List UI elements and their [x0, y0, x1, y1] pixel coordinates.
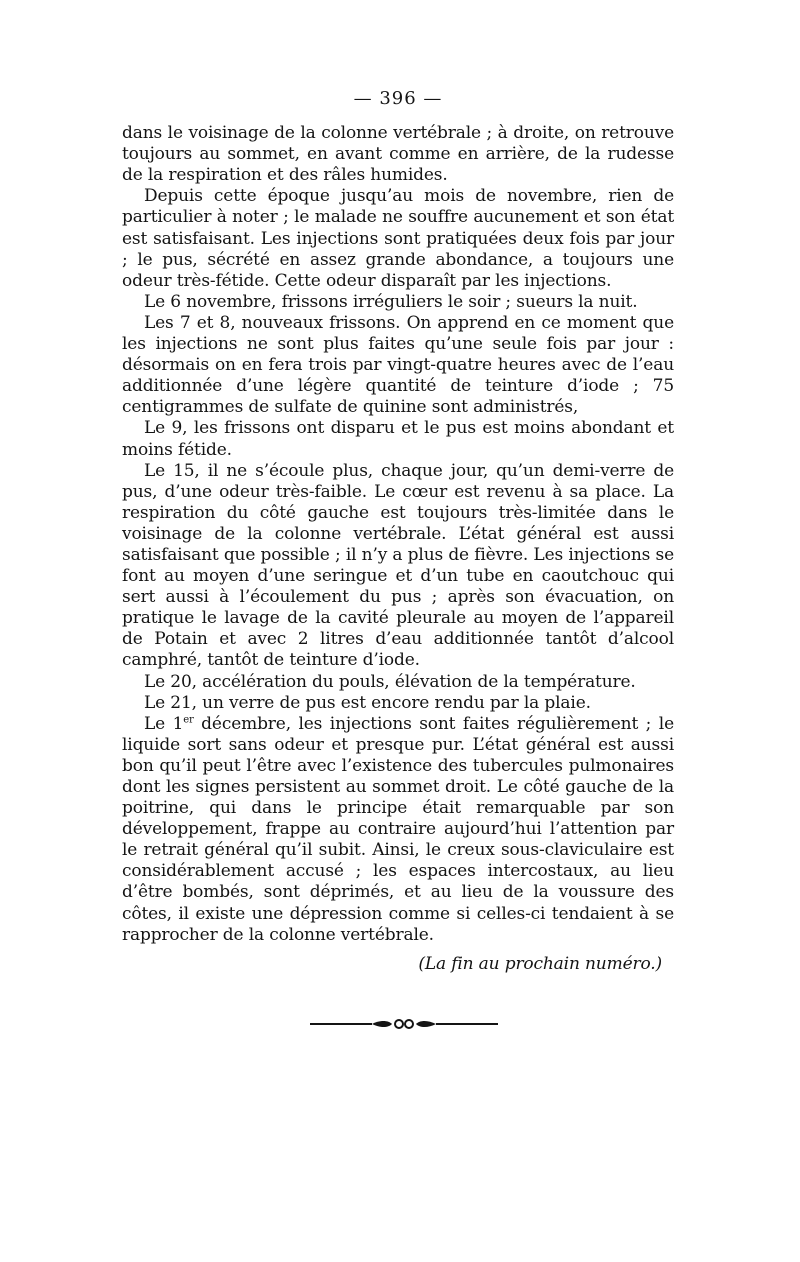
paragraph-5: Le 9, les frissons ont disparu et le pus est moins abondant et moins fétide. — [122, 418, 674, 460]
page-number: — 396 — — [353, 88, 443, 109]
paragraph-6: Le 15, il ne s’écoule plus, chaque jour, qu’un demi-verre de pus, d’une odeur très-faible. Le cœur est revenu à sa place. La respiration du côté gauche est toujours très-limitée dans le voisinage de la colonne vertébrale. L’état général est aussi satisfaisant que possible ; il n’y a plus de fièvre. Les injections se font au moyen d’une seringue et d’un tube en caoutchouc qui sert aussi à l’écoulement du pus ; après son évacuation, on pratique le lavage de la cavité pleurale au moyen de l’appareil de Potain et avec 2 litres d’eau additionnée tantôt d’alcool camphré, tantôt de teinture d’iode. — [122, 460, 674, 671]
paragraph-1: dans le voisinage de la colonne vertébrale ; à droite, on retrouve toujours au sommet, en avant comme en arrière, de la rudesse de la respiration et des râles humides. — [122, 123, 674, 186]
paragraph-9-start: Le 1 — [144, 713, 184, 734]
paragraph-3: Le 6 novembre, frissons irréguliers le soir ; sueurs la nuit. — [144, 291, 638, 312]
text-block — [122, 88, 674, 975]
paragraph-2: Depuis cette époque jusqu’au mois de novembre, rien de particulier à noter ; le malade ne souffre aucunement et son état est satisfaisant. Les injections sont pratiquées deux fois par jour ; le pus, sécrété en assez grande abondance, a toujours une odeur très-fétide. Cette odeur disparaît par les injections. — [122, 186, 674, 291]
closing-note: (La fin au prochain numéro.) — [418, 953, 662, 974]
paragraph-4: Les 7 et 8, nouveaux frissons. On apprend en ce moment que les injections ne sont plus faites qu’une seule fois par jour : désormais on en fera trois par vingt-quatre heures avec de l’eau additionnée d’une légère quantité de teinture d’iode ; 75 centigrammes de sulfate de quinine sont administrés, — [122, 312, 674, 418]
superscript-er: er — [183, 714, 194, 726]
dash-ornament-icon — [310, 1018, 498, 1030]
paragraph-9 — [122, 714, 674, 946]
paragraph-8: Le 21, un verre de pus est encore rendu par la plaie. — [144, 692, 591, 713]
paragraph-9-rest: décembre, les injections sont faites régulièrement ; le liquide sort sans odeur et presque pur. L’état général est aussi bon qu’il peut l’être avec l’existence des tubercules pulmonaires dont les signes persistent au sommet droit. Le côté gauche de la poitrine, qui dans le principe était remarquable par son développement, frappe au contraire aujourd’hui l’attention par le retrait général qu’il subit. Ainsi, le creux sous-claviculaire est considérablement accusé ; les espaces intercostaux, au lieu d’être bombés, sont déprimés, et au lieu de la voussure des côtes, il existe une dépression comme si celles-ci tendaient à se rapprocher de la colonne vertébrale. — [122, 713, 674, 945]
paragraph-7: Le 20, accélération du pouls, élévation de la température. — [144, 671, 636, 692]
